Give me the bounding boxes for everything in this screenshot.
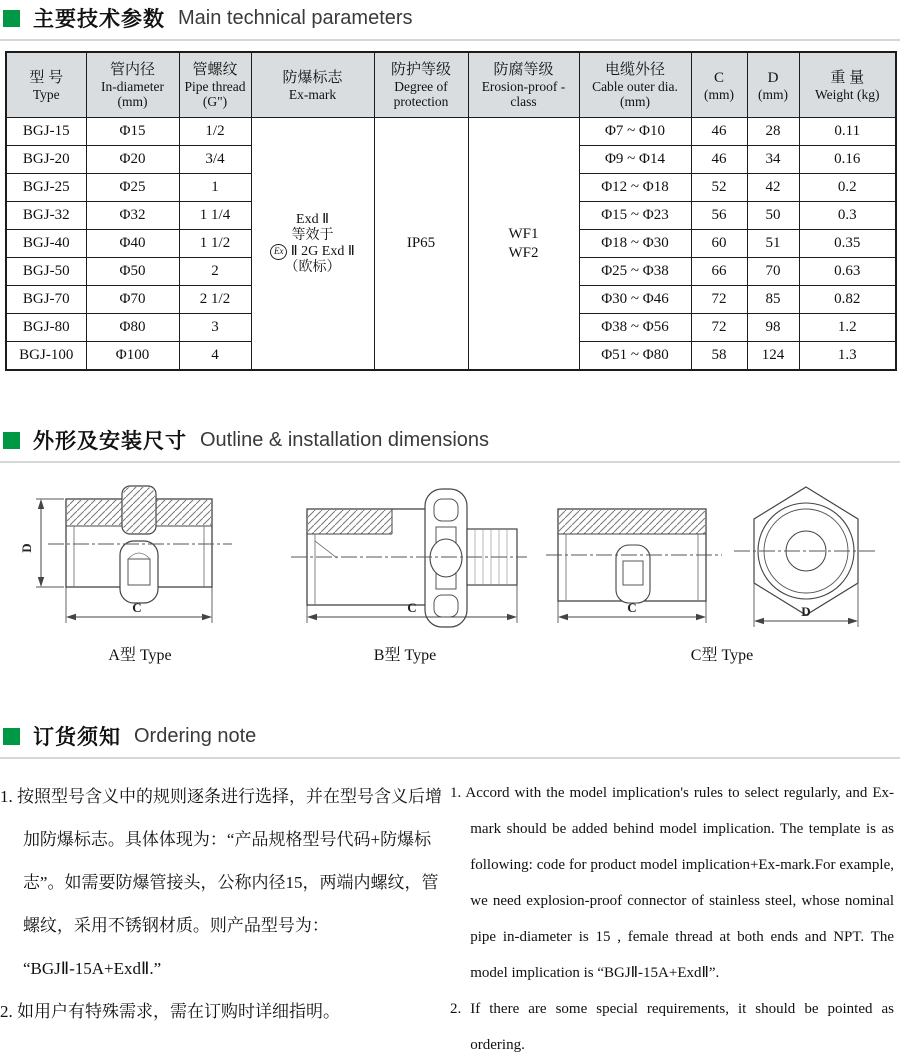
cell-weight: 0.35	[799, 230, 896, 258]
section-ordering-title-en: Ordering note	[134, 724, 257, 747]
header-zh: 管内径	[109, 62, 155, 78]
cell-d: 34	[747, 146, 799, 174]
header-en: Pipe thread (G")	[184, 79, 246, 109]
ordering-notes-zh	[0, 775, 444, 1063]
cell-type: BGJ-25	[6, 174, 86, 202]
cell-thread: 3	[179, 314, 251, 342]
cell-c: 60	[691, 230, 747, 258]
note-zh-item1-model: “BGJⅡ-15A+ExdⅡ.”	[22, 959, 162, 978]
cell-type: BGJ-50	[6, 258, 86, 286]
cell-diameter: Φ70	[86, 286, 179, 314]
cell-thread: 3/4	[179, 146, 251, 174]
header-zh: 防护等级	[390, 62, 451, 78]
header-en: Type	[32, 86, 60, 102]
cell-d: 42	[747, 174, 799, 202]
drawing-type-c-block	[544, 483, 900, 665]
cell-thread: 1	[179, 174, 251, 202]
dim-label-d: D	[19, 543, 34, 553]
table-header-row	[6, 52, 896, 118]
section-bullet-icon	[3, 10, 20, 27]
cell-type: BGJ-15	[6, 118, 86, 146]
drawing-type-c-label: C型 Type	[690, 647, 754, 664]
erosion-line: WF1	[508, 225, 539, 242]
cell-cable: Φ38 ~ Φ56	[579, 314, 691, 342]
cell-diameter: Φ25	[86, 174, 179, 202]
col-header-d	[747, 52, 799, 118]
ex-mark-line: 等效于	[291, 227, 334, 243]
cell-weight: 1.3	[799, 342, 896, 371]
ordering-notes-en	[444, 775, 894, 1063]
cell-diameter: Φ20	[86, 146, 179, 174]
cell-c: 66	[691, 258, 747, 286]
type-c-technical-drawing	[544, 483, 900, 635]
ex-mark-line: Exd Ⅱ	[296, 211, 329, 227]
cell-weight: 0.82	[799, 286, 896, 314]
cell-type: BGJ-70	[6, 286, 86, 314]
header-zh: 管螺纹	[192, 62, 238, 78]
cell-c: 46	[691, 118, 747, 146]
cell-weight: 0.16	[799, 146, 896, 174]
section-outline-title-zh: 外形及安装尺寸	[33, 430, 187, 453]
type-a-technical-drawing	[14, 483, 266, 635]
drawing-type-b-block	[279, 483, 531, 665]
cell-d: 51	[747, 230, 799, 258]
cell-weight: 0.3	[799, 202, 896, 230]
header-en: Weight (kg)	[814, 86, 880, 102]
cell-cable: Φ51 ~ Φ80	[579, 342, 691, 371]
section-params-title-zh: 主要技术参数	[33, 8, 165, 31]
header-en: Ex-mark	[288, 86, 337, 102]
cell-d: 98	[747, 314, 799, 342]
cell-d: 85	[747, 286, 799, 314]
section-outline-heading	[3, 425, 900, 455]
cell-diameter: Φ80	[86, 314, 179, 342]
header-zh: D	[767, 69, 779, 86]
col-header-ex-mark	[251, 52, 374, 118]
header-en: Cable outer dia. (mm)	[592, 79, 678, 109]
cell-weight: 0.2	[799, 174, 896, 202]
cell-diameter: Φ50	[86, 258, 179, 286]
cell-type: BGJ-20	[6, 146, 86, 174]
col-header-pipe-thread	[179, 52, 251, 118]
divider	[0, 757, 900, 759]
header-en: Degree of protection	[393, 79, 449, 109]
col-header-weight	[799, 52, 896, 118]
drawing-type-a-label: A型 Type	[108, 647, 172, 664]
cell-d: 28	[747, 118, 799, 146]
col-header-protection	[374, 52, 468, 118]
note-zh-item1: 1. 按照型号含义中的规则逐条进行选择，并在型号含义后增加防爆标志。具体体现为：“产品规格型号代码+防爆标志”。如需要防爆管接头，公称内径15，两端内螺纹，管螺纹，采用不锈钢材质。则产品型号为：	[0, 787, 442, 935]
cell-weight: 1.2	[799, 314, 896, 342]
note-en-item1: 1. Accord with the model implication's rules to select regularly, and Ex-mark should be added behind model implication. The template is as following: code for product model implication+Ex-mark.For example, we need explosion-proof connector of stainless steel, whose nominal pipe in-diameter is 15 , female thread at both ends and NPT. The model implication is “BGJⅡ-15A+ExdⅡ”.	[450, 785, 894, 981]
section-params-heading	[3, 3, 900, 33]
col-header-type	[6, 52, 86, 118]
col-header-erosion	[468, 52, 579, 118]
cell-type: BGJ-80	[6, 314, 86, 342]
note-zh-item2: 2. 如用户有特殊需求，需在订购时详细指明。	[0, 1002, 340, 1021]
cell-diameter: Φ32	[86, 202, 179, 230]
ex-mark-text: Ⅱ 2G Exd Ⅱ	[290, 243, 355, 259]
cell-thread: 1 1/2	[179, 230, 251, 258]
header-en: (mm)	[704, 86, 734, 102]
parameters-table	[5, 51, 897, 371]
cell-thread: 2	[179, 258, 251, 286]
section-bullet-icon	[3, 728, 20, 745]
cell-cable: Φ18 ~ Φ30	[579, 230, 691, 258]
dim-label-c: C	[132, 600, 142, 615]
cell-ex-mark	[251, 118, 374, 371]
ex-mark-line	[254, 244, 372, 260]
header-zh: 防爆标志	[282, 69, 343, 86]
cell-cable: Φ30 ~ Φ46	[579, 286, 691, 314]
cell-type: BGJ-40	[6, 230, 86, 258]
cell-c: 72	[691, 286, 747, 314]
cell-diameter: Φ15	[86, 118, 179, 146]
section-ordering-heading	[3, 721, 900, 751]
header-zh: C	[713, 69, 724, 86]
section-outline-title-en: Outline & installation dimensions	[200, 428, 490, 451]
cell-diameter: Φ40	[86, 230, 179, 258]
cell-d: 70	[747, 258, 799, 286]
col-header-in-diameter	[86, 52, 179, 118]
header-zh: 型 号	[29, 69, 64, 86]
cell-type: BGJ-32	[6, 202, 86, 230]
table-row	[6, 118, 896, 146]
dim-label-c: C	[627, 600, 637, 615]
divider	[0, 39, 900, 41]
type-b-technical-drawing	[279, 483, 531, 635]
cell-type: BGJ-100	[6, 342, 86, 371]
header-zh: 重 量	[830, 69, 865, 86]
cell-cable: Φ7 ~ Φ10	[579, 118, 691, 146]
section-ordering-title-zh: 订货须知	[33, 726, 121, 749]
dim-label-d: D	[801, 604, 811, 619]
cell-thread: 2 1/2	[179, 286, 251, 314]
cell-cable: Φ12 ~ Φ18	[579, 174, 691, 202]
drawing-type-a-block	[14, 483, 266, 665]
cell-cable: Φ9 ~ Φ14	[579, 146, 691, 174]
cell-protection: IP65	[374, 118, 468, 371]
atex-ex-icon: Ex	[270, 244, 287, 260]
drawing-type-b-label: B型 Type	[373, 647, 437, 664]
header-en: (mm)	[758, 86, 788, 102]
cell-c: 46	[691, 146, 747, 174]
header-zh: 电缆外径	[604, 62, 665, 78]
cell-diameter: Φ100	[86, 342, 179, 371]
cell-d: 124	[747, 342, 799, 371]
header-en: In-diameter (mm)	[101, 79, 164, 109]
outline-drawings	[14, 483, 900, 665]
section-params-title-en: Main technical parameters	[178, 6, 413, 29]
ordering-notes	[0, 775, 900, 1063]
section-bullet-icon	[3, 432, 20, 449]
col-header-cable-dia	[579, 52, 691, 118]
cell-thread: 4	[179, 342, 251, 371]
note-en-item2: 2. If there are some special requirements, it should be pointed as ordering.	[450, 1001, 894, 1053]
header-en: Erosion-proof -class	[481, 79, 566, 109]
cell-erosion	[468, 118, 579, 371]
cell-c: 52	[691, 174, 747, 202]
dim-label-c: C	[407, 600, 417, 615]
cell-c: 56	[691, 202, 747, 230]
cell-d: 50	[747, 202, 799, 230]
cell-weight: 0.11	[799, 118, 896, 146]
cell-cable: Φ15 ~ Φ23	[579, 202, 691, 230]
header-zh: 防腐等级	[493, 62, 554, 78]
cell-thread: 1/2	[179, 118, 251, 146]
cell-c: 72	[691, 314, 747, 342]
cell-weight: 0.63	[799, 258, 896, 286]
ex-mark-line: （欧标）	[284, 259, 341, 275]
cell-thread: 1 1/4	[179, 202, 251, 230]
cell-cable: Φ25 ~ Φ38	[579, 258, 691, 286]
cell-c: 58	[691, 342, 747, 371]
erosion-line: WF2	[508, 244, 539, 261]
col-header-c	[691, 52, 747, 118]
divider	[0, 461, 900, 463]
